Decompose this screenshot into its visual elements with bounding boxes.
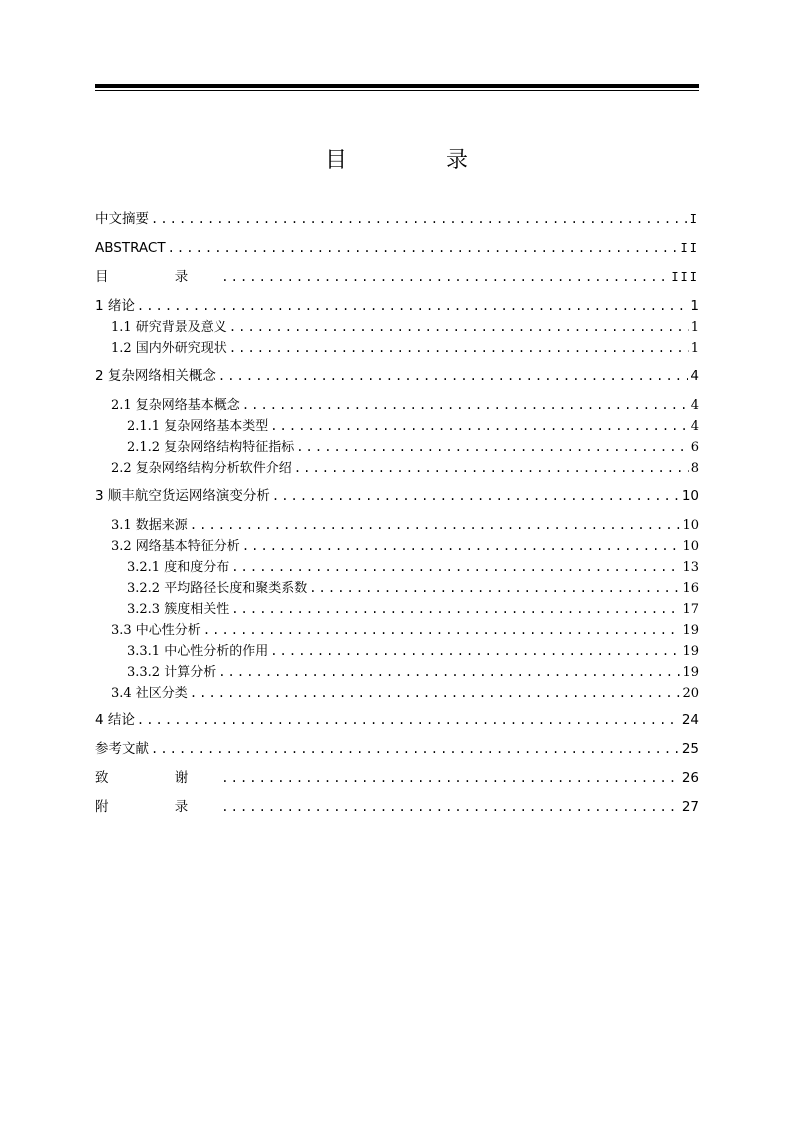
toc-entry-title: 1 绪论 <box>95 298 135 314</box>
toc-entry-section-3-1[interactable] <box>95 515 699 535</box>
toc-entry-page: I <box>689 212 699 226</box>
toc-entry-title: 3.3.2 计算分析 <box>127 665 217 680</box>
toc-entry-page: 19 <box>682 644 699 659</box>
toc-entry-section-3-3-2[interactable] <box>95 662 699 682</box>
toc-entry-page: 4 <box>690 368 699 384</box>
toc-entry-title: 中文摘要 <box>95 211 149 227</box>
toc-entry-appendix[interactable] <box>95 797 699 817</box>
toc-entry-contents[interactable] <box>95 267 699 287</box>
toc-entry-title: 2.1 复杂网络基本概念 <box>111 398 240 413</box>
toc-entry-acknowledgements[interactable] <box>95 768 699 788</box>
toc-entry-title: 附 录 <box>95 799 220 815</box>
toc-entry-title: 3.2 网络基本特征分析 <box>111 539 240 554</box>
toc-entry-page: 27 <box>681 799 699 815</box>
toc-leader-dots <box>296 437 689 457</box>
toc-entry-section-3-3-1[interactable] <box>95 641 699 661</box>
toc-leader-dots <box>151 209 688 229</box>
toc-entry-chapter-2[interactable] <box>95 366 699 386</box>
toc-entry-page: 10 <box>682 539 699 554</box>
toc-entry-page: 19 <box>682 665 699 680</box>
toc-leader-dots <box>272 486 680 506</box>
toc-entry-page: 24 <box>681 712 699 728</box>
toc-leader-dots <box>137 710 680 730</box>
toc-entry-section-2-2[interactable] <box>95 458 699 478</box>
toc-entry-page: 4 <box>690 398 699 413</box>
toc-entry-page: 1 <box>690 298 699 314</box>
toc-entry-page: 20 <box>682 686 699 701</box>
toc-entry-title: 4 结论 <box>95 712 135 728</box>
page-title: 目 录 <box>325 148 514 173</box>
toc-entry-title: 3.3.1 中心性分析的作用 <box>127 644 269 659</box>
toc-leader-dots <box>270 416 689 436</box>
toc-leader-dots <box>242 536 681 556</box>
toc-entry-chapter-4[interactable] <box>95 710 699 730</box>
toc-entry-title: 2.2 复杂网络结构分析软件介绍 <box>111 461 292 476</box>
toc-entry-title: 2.1.2 复杂网络结构特征指标 <box>127 440 295 455</box>
toc-entry-page: 1 <box>690 320 699 335</box>
toc-leader-dots <box>218 366 689 386</box>
toc-entry-page: 13 <box>682 560 699 575</box>
toc-entry-chapter-3[interactable] <box>95 486 699 506</box>
toc-entry-page: 10 <box>682 518 699 533</box>
toc-entry-section-3-2-1[interactable] <box>95 557 699 577</box>
toc-entry-title: 3.1 数据来源 <box>111 518 188 533</box>
toc-leader-dots <box>221 267 669 287</box>
toc-entry-page: 1 <box>690 341 699 356</box>
header-rule-thin <box>95 90 699 91</box>
toc-entry-section-2-1[interactable] <box>95 395 699 415</box>
toc-leader-dots <box>168 238 679 258</box>
toc-leader-dots <box>231 599 680 619</box>
toc-entry-title: 3 顺丰航空货运网络演变分析 <box>95 488 270 504</box>
toc-entry-title: ABSTRACT <box>95 240 166 256</box>
toc-entry-page: III <box>671 270 699 284</box>
toc-entry-section-3-2[interactable] <box>95 536 699 556</box>
toc-entry-title: 3.2.3 簇度相关性 <box>127 602 230 617</box>
toc-entry-page: 17 <box>682 602 699 617</box>
toc-entry-section-3-2-3[interactable] <box>95 599 699 619</box>
toc-entry-references[interactable] <box>95 739 699 759</box>
toc-leader-dots <box>151 739 680 759</box>
toc-entry-section-1-2[interactable] <box>95 338 699 358</box>
toc-entry-title: 3.4 社区分类 <box>111 686 188 701</box>
toc-entry-abstract[interactable] <box>95 238 699 258</box>
toc-leader-dots <box>190 683 681 703</box>
toc-entry-title: 3.2.1 度和度分布 <box>127 560 230 575</box>
toc-entry-section-1-1[interactable] <box>95 317 699 337</box>
toc-entry-page: 6 <box>690 440 699 455</box>
toc-leader-dots <box>309 578 680 598</box>
toc-entry-page: 16 <box>682 581 699 596</box>
toc-leader-dots <box>242 395 689 415</box>
toc-entry-chinese-abstract[interactable] <box>95 209 699 229</box>
toc-entry-page: 19 <box>682 623 699 638</box>
toc-leader-dots <box>203 620 681 640</box>
toc-entry-page: 25 <box>681 741 699 757</box>
toc-leader-dots <box>229 317 689 337</box>
toc-leader-dots <box>221 768 680 788</box>
toc-entry-page: 26 <box>681 770 699 786</box>
toc-entry-title: 1.2 国内外研究现状 <box>111 341 227 356</box>
toc-entry-title: 1.1 研究背景及意义 <box>111 320 227 335</box>
toc-leader-dots <box>218 662 680 682</box>
toc-entry-title: 2 复杂网络相关概念 <box>95 368 216 384</box>
toc-entry-page: II <box>680 241 699 255</box>
toc-leader-dots <box>294 458 689 478</box>
toc-entry-section-2-1-1[interactable] <box>95 416 699 436</box>
toc-entry-title: 致 谢 <box>95 770 220 786</box>
toc-entry-chapter-1[interactable] <box>95 296 699 316</box>
toc-leader-dots <box>137 296 689 316</box>
toc-leader-dots <box>190 515 681 535</box>
toc-leader-dots <box>231 557 680 577</box>
header-rule-thick <box>95 84 699 88</box>
toc-leader-dots <box>229 338 689 358</box>
toc-entry-page: 8 <box>690 461 699 476</box>
toc-entry-page: 4 <box>690 419 699 434</box>
toc-entry-title: 参考文献 <box>95 741 149 757</box>
toc-entry-title: 目 录 <box>95 269 220 285</box>
toc-entry-title: 3.2.2 平均路径长度和聚类系数 <box>127 581 308 596</box>
toc-entry-title: 3.3 中心性分析 <box>111 623 201 638</box>
toc-leader-dots <box>221 797 680 817</box>
toc-entry-title: 2.1.1 复杂网络基本类型 <box>127 419 269 434</box>
toc-leader-dots <box>270 641 680 661</box>
toc-entry-section-3-2-2[interactable] <box>95 578 699 598</box>
toc-entry-section-3-4[interactable] <box>95 683 699 703</box>
toc-entry-page: 10 <box>681 488 699 504</box>
toc-entry-section-3-3[interactable] <box>95 620 699 640</box>
toc-entry-section-2-1-2[interactable] <box>95 437 699 457</box>
